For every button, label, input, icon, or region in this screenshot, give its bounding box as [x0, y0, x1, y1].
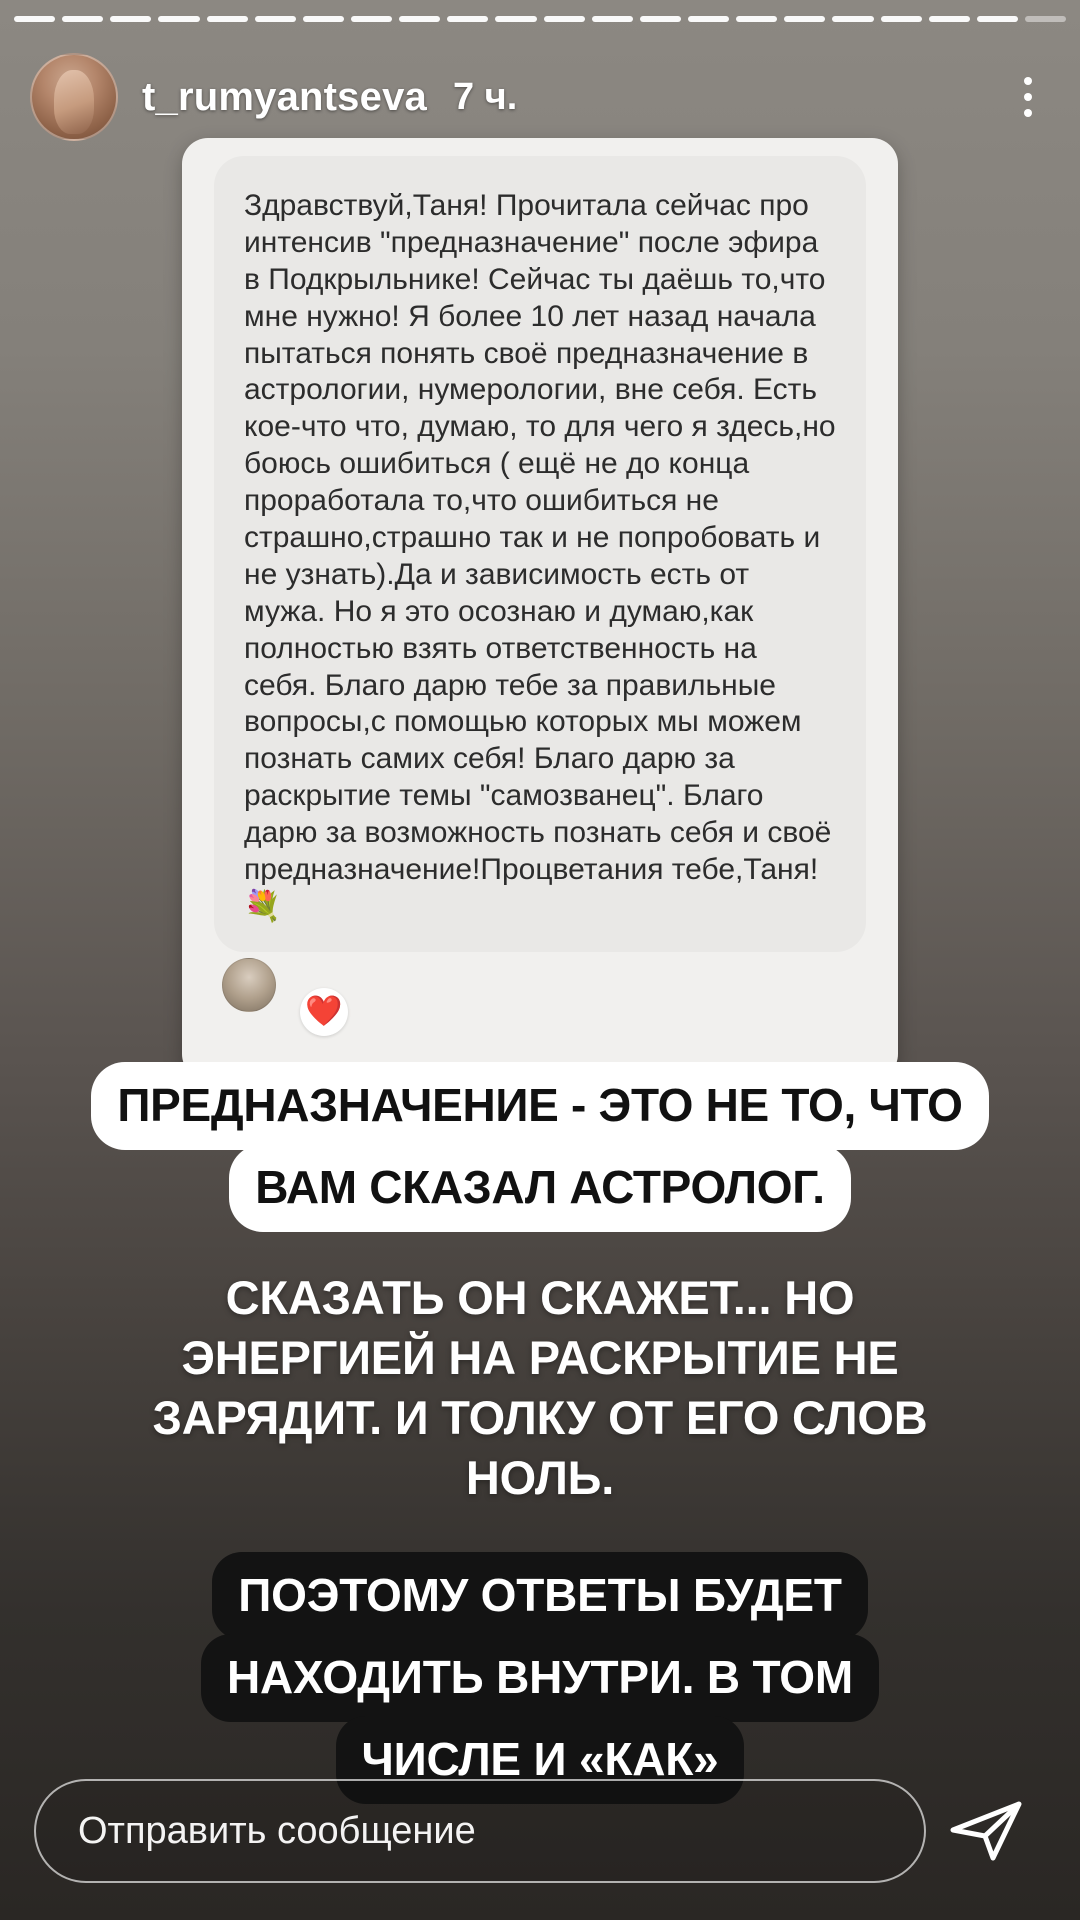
send-direct-icon[interactable]: [926, 1779, 1046, 1883]
story-progress-segment[interactable]: [14, 16, 55, 22]
story-reply-bar: [0, 1770, 1080, 1920]
story-progress-segment[interactable]: [929, 16, 970, 22]
story-progress-segment[interactable]: [736, 16, 777, 22]
story-progress-segment[interactable]: [255, 16, 296, 22]
story-progress-segment[interactable]: [447, 16, 488, 22]
timestamp-label: 7 ч.: [452, 75, 518, 118]
headline-line: ВАМ СКАЗАЛ АСТРОЛОГ.: [229, 1144, 851, 1232]
heart-reaction-icon: ❤️: [300, 988, 348, 1036]
dm-bubble-footer: [212, 952, 868, 1044]
story-progress-segment[interactable]: [640, 16, 681, 22]
dm-message-bubble: Здравствуй,Таня! Прочитала сейчас про интенсив "предназначение" после эфира в Подкрыльнике! Сейчас ты даёшь то,что мне нужно! Я более 10 лет назад начала пытаться понять своё предназначение в астрологии, нумерологии, вне себя. Есть кое-что что, думаю, то для чего я здесь,но боюсь ошибиться ( ещё не до конца проработала то,что ошибиться не страшно,страшно так и не попробовать и не узнать).Да и зависимость есть от мужа. Но я это осознаю и думаю,как полностью взять ответственность на себя. Благо дарю тебе за правильные вопросы,с помощью которых мы можем познать самих себя! Благо дарю за раскрытие темы "самозванец". Благо дарю за возможность познать себя и своё предназначение!Процветания тебе,Таня!💐: [214, 156, 866, 952]
story-progress-segment[interactable]: [351, 16, 392, 22]
story-progress-segment[interactable]: [832, 16, 873, 22]
story-progress-segment[interactable]: [207, 16, 248, 22]
story-progress-segment[interactable]: [399, 16, 440, 22]
more-options-icon[interactable]: [1006, 68, 1050, 126]
caption-line: ЭНЕРГИЕЙ НА РАСКРЫТИЕ НЕ: [181, 1331, 899, 1385]
caption-line: СКАЗАТЬ ОН СКАЖЕТ... НО: [225, 1271, 855, 1324]
story-progress-segment[interactable]: [1025, 16, 1066, 22]
caption-line: НОЛЬ.: [465, 1451, 615, 1505]
story-progress-segment[interactable]: [303, 16, 344, 22]
story-progress-segment[interactable]: [495, 16, 536, 22]
username-label[interactable]: t_rumyantseva: [142, 74, 427, 119]
reply-message-input[interactable]: [34, 1779, 926, 1883]
story-progress-segment[interactable]: [158, 16, 199, 22]
caption-line: ЗАРЯДИТ. И ТОЛКУ ОТ ЕГО СЛОВ: [152, 1391, 928, 1445]
dark-line: НАХОДИТЬ ВНУТРИ. В ТОМ: [201, 1634, 879, 1722]
story-header: [0, 42, 1080, 152]
story-progress-segment[interactable]: [110, 16, 151, 22]
caption-text-block: [70, 1268, 1010, 1509]
dark-line: ПОЭТОМУ ОТВЕТЫ БУДЕТ: [212, 1552, 867, 1640]
story-progress-segment[interactable]: [881, 16, 922, 22]
story-progress-segment[interactable]: [688, 16, 729, 22]
dm-screenshot-card: [182, 138, 898, 1080]
profile-avatar[interactable]: [30, 53, 118, 141]
story-progress-bar[interactable]: [14, 16, 1066, 22]
dark-text-block: [50, 1552, 1030, 1798]
dm-sender-avatar: [222, 958, 276, 1012]
story-progress-segment[interactable]: [977, 16, 1018, 22]
headline-text-block: [50, 1062, 1030, 1226]
story-progress-segment[interactable]: [592, 16, 633, 22]
story-progress-segment[interactable]: [62, 16, 103, 22]
story-progress-segment[interactable]: [784, 16, 825, 22]
story-progress-segment[interactable]: [544, 16, 585, 22]
headline-line: ПРЕДНАЗНАЧЕНИЕ - ЭТО НЕ ТО, ЧТО: [91, 1062, 988, 1150]
dark-line: ЧИСЛЕ И «КАК»: [336, 1716, 745, 1804]
